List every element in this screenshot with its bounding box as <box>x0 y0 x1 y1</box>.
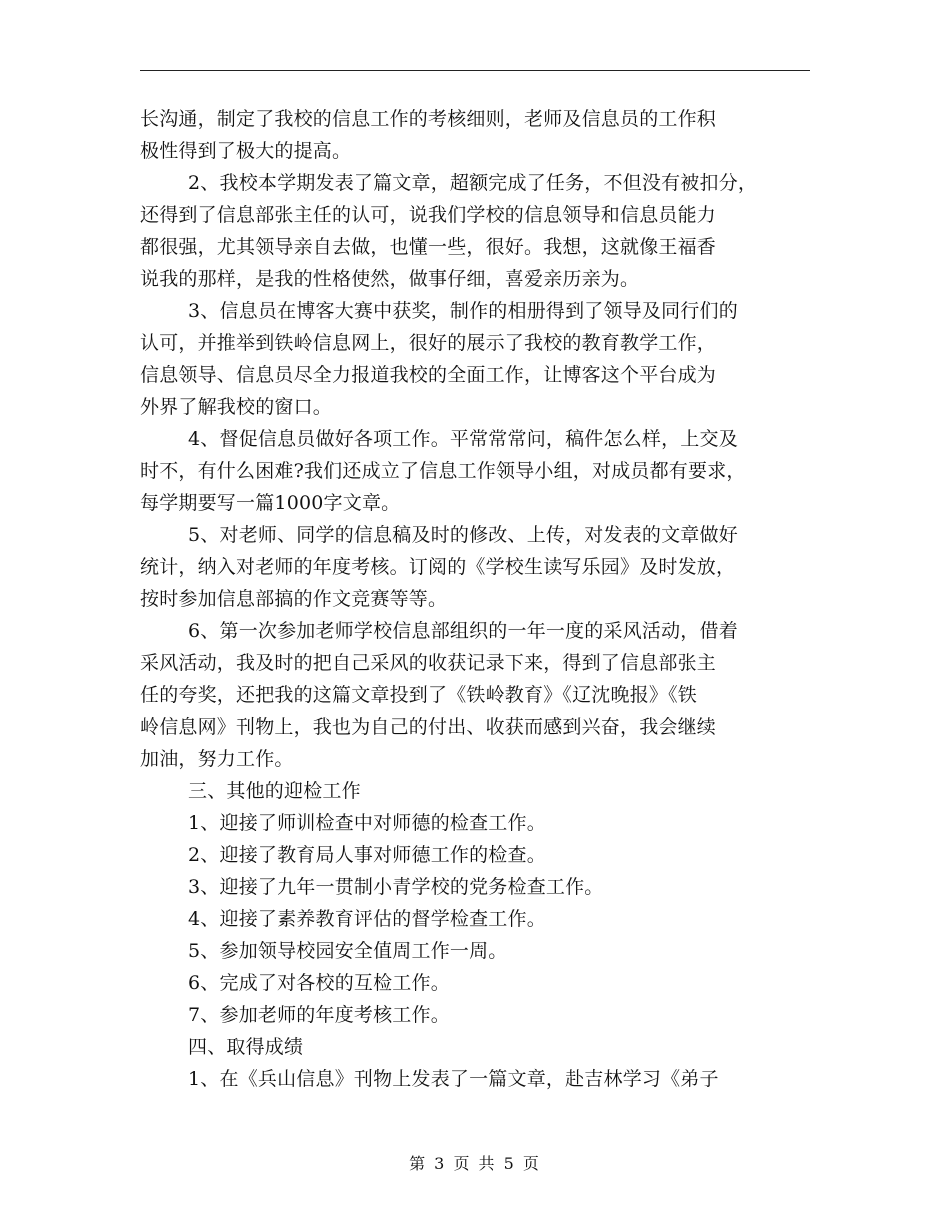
text-line: 6、完成了对各校的互检工作。 <box>188 972 450 994</box>
text-line: 都很强，尤其领导亲自去做，也懂一些，很好。我想，这就像王福香 <box>140 236 717 258</box>
text-line: 任的夸奖，还把我的这篇文章投到了《铁岭教育》《辽沈晚报》《铁 <box>140 684 698 706</box>
text-line: 信息领导、信息员尽全力报道我校的全面工作，让博客这个平台成为 <box>140 364 717 386</box>
text-line: 5、参加领导校园安全值周工作一周。 <box>188 940 508 962</box>
text-line: 2、我校本学期发表了篇文章，超额完成了任务，不但没有被扣分， <box>188 172 758 194</box>
header-rule <box>140 70 810 71</box>
text-line: 极性得到了极大的提高。 <box>140 140 352 162</box>
page-footer: 第 3 页 共 5 页 <box>409 1154 541 1173</box>
text-line: 4、督促信息员做好各项工作。平常常常问，稿件怎么样，上交及 <box>188 428 738 450</box>
text-line: 6、第一次参加老师学校信息部组织的一年一度的采风活动，借着 <box>188 620 738 642</box>
text-line: 四、取得成绩 <box>188 1036 304 1058</box>
text-line: 认可，并推举到铁岭信息网上，很好的展示了我校的教育教学工作， <box>140 332 717 354</box>
text-line: 7、参加老师的年度考核工作。 <box>188 1004 450 1026</box>
text-line: 3、迎接了九年一贯制小青学校的党务检查工作。 <box>188 876 604 898</box>
text-line: 按时参加信息部搞的作文竞赛等等。 <box>140 588 448 610</box>
text-line: 采风活动，我及时的把自己采风的收获记录下来，得到了信息部张主 <box>140 652 717 674</box>
text-line: 长沟通，制定了我校的信息工作的考核细则，老师及信息员的工作积 <box>140 108 717 130</box>
text-line: 5、对老师、同学的信息稿及时的修改、上传，对发表的文章做好 <box>188 524 738 546</box>
text-line: 三、其他的迎检工作 <box>188 780 361 802</box>
text-line: 每学期要写一篇1000字文章。 <box>140 492 401 514</box>
text-line: 还得到了信息部张主任的认可，说我们学校的信息领导和信息员能力 <box>140 204 717 226</box>
document-body <box>140 103 820 1095</box>
text-line: 加油，努力工作。 <box>140 748 294 770</box>
text-line: 1、迎接了师训检查中对师德的检查工作。 <box>188 812 546 834</box>
text-line: 统计，纳入对老师的年度考核。订阅的《学校生读写乐园》及时发放， <box>140 556 736 578</box>
text-line: 外界了解我校的窗口。 <box>140 396 333 418</box>
text-line: 3、信息员在博客大赛中获奖，制作的相册得到了领导及同行们的 <box>188 300 738 322</box>
text-line: 说我的那样，是我的性格使然，做事仔细，喜爱亲历亲为。 <box>140 268 640 290</box>
text-line: 4、迎接了素养教育评估的督学检查工作。 <box>188 908 546 930</box>
text-line: 岭信息网》刊物上，我也为自己的付出、收获而感到兴奋，我会继续 <box>140 716 717 738</box>
text-line: 2、迎接了教育局人事对师德工作的检查。 <box>188 844 546 866</box>
text-line: 1、在《兵山信息》刊物上发表了一篇文章，赴吉林学习《弟子 <box>188 1068 719 1090</box>
text-line: 时不，有什么困难?我们还成立了信息工作领导小组，对成员都有要求， <box>140 460 746 482</box>
